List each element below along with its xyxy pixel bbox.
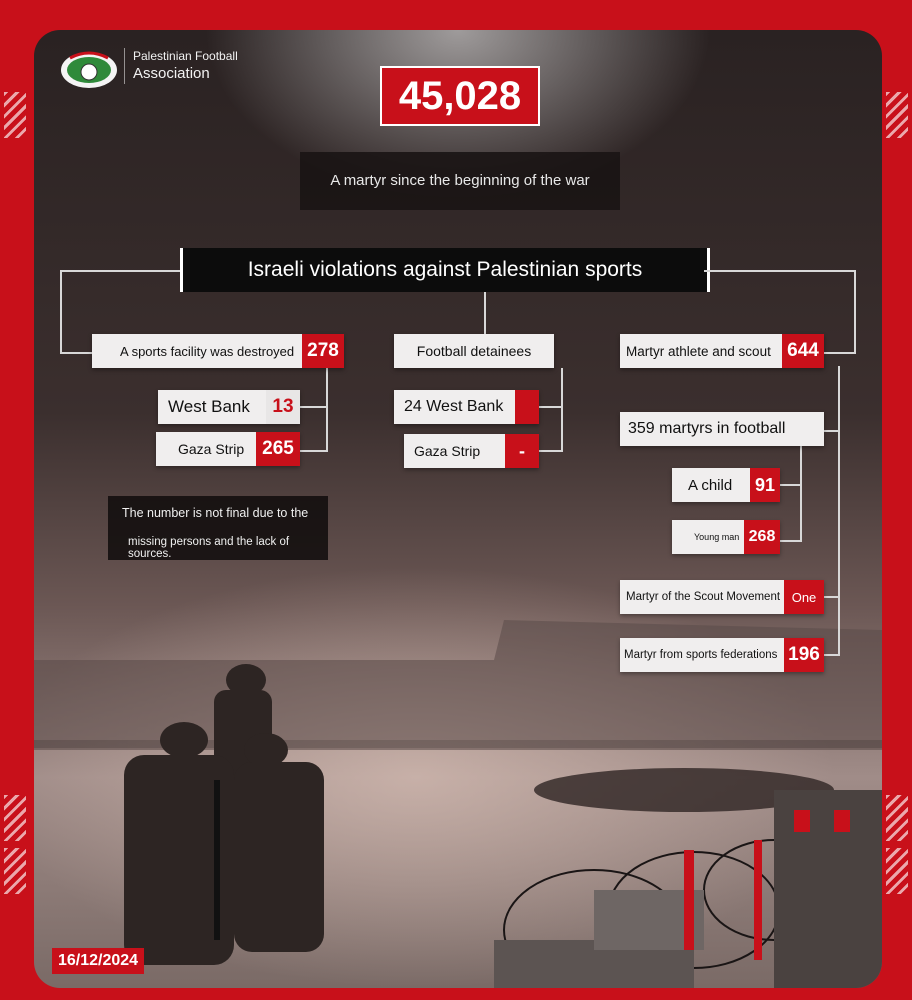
section-title: Israeli violations against Palestinian sports	[180, 248, 710, 292]
pfa-logo-icon	[58, 48, 120, 92]
connector-line	[300, 450, 328, 452]
connector-line	[780, 540, 802, 542]
facilities-label: A sports facility was destroyed	[120, 343, 295, 359]
facilities-westbank-label: West Bank	[168, 397, 250, 416]
headline-subtitle: A martyr since the beginning of the war	[300, 152, 620, 210]
connector-line	[561, 368, 563, 452]
disclaimer-note	[108, 496, 328, 560]
scout-martyrs-value: One	[784, 580, 824, 614]
connector-line	[539, 450, 563, 452]
facilities-westbank-value: 13	[266, 390, 300, 424]
connector-line	[60, 270, 180, 272]
detainees-westbank-label: 24 West Bank	[404, 398, 504, 415]
football-martyrs-label: 359 martyrs in football	[628, 420, 786, 437]
connector-line	[60, 352, 92, 354]
facilities-value: 278	[302, 334, 344, 368]
connector-line	[539, 406, 563, 408]
connector-line	[824, 596, 840, 598]
young-martyrs-label: Young man	[694, 532, 740, 542]
connector-line	[326, 366, 328, 452]
chevron-pattern-icon	[4, 92, 26, 138]
federation-martyrs-value: 196	[784, 638, 824, 672]
disclaimer-line2: missing persons and the lack of sources.	[128, 536, 290, 560]
facilities-westbank-box	[158, 390, 300, 424]
facilities-gaza-label: Gaza Strip	[178, 441, 245, 457]
headline-number: 45,028	[380, 66, 540, 126]
connector-line	[60, 270, 62, 354]
chevron-pattern-icon	[886, 848, 908, 894]
connector-line	[704, 270, 856, 272]
scout-martyrs-label: Martyr of the Scout Movement	[626, 591, 781, 603]
org-name-line2: Association	[133, 65, 210, 82]
connector-line	[800, 442, 802, 542]
left-decor-strip	[0, 0, 30, 1000]
federation-martyrs-box	[620, 638, 824, 672]
martyrs-box	[620, 334, 824, 368]
martyrs-label: Martyr athlete and scout	[626, 343, 771, 359]
disclaimer-line1: The number is not final due to the	[122, 506, 309, 520]
facilities-gaza-value: 265	[256, 432, 300, 466]
connector-line	[300, 406, 328, 408]
scout-martyrs-box	[620, 580, 824, 614]
facilities-gaza-box	[156, 432, 300, 466]
detainees-box	[394, 334, 554, 368]
chevron-pattern-icon	[4, 795, 26, 841]
connector-line	[824, 352, 856, 354]
young-martyrs-value: 268	[744, 520, 780, 554]
connector-line	[824, 654, 840, 656]
detainees-westbank-box	[394, 390, 539, 424]
detainees-label: Football detainees	[416, 343, 532, 359]
federation-martyrs-label: Martyr from sports federations	[624, 649, 778, 661]
org-name	[124, 48, 238, 84]
chevron-pattern-icon	[886, 92, 908, 138]
child-martyrs-box	[672, 468, 780, 502]
martyrs-value: 644	[782, 334, 824, 368]
connector-line	[780, 484, 802, 486]
connector-line	[824, 430, 840, 432]
football-martyrs-box	[620, 412, 824, 446]
child-martyrs-label: A child	[688, 476, 733, 494]
infographic-panel	[34, 30, 882, 988]
detainees-gaza-box	[404, 434, 539, 468]
connector-line	[484, 292, 486, 334]
chevron-pattern-icon	[886, 795, 908, 841]
young-martyrs-box	[672, 520, 780, 554]
date-badge: 16/12/2024	[52, 948, 144, 974]
facilities-box	[92, 334, 344, 368]
rubble-building	[494, 790, 882, 988]
right-decor-strip	[882, 0, 912, 1000]
child-martyrs-value: 91	[750, 468, 780, 502]
connector-line	[854, 270, 856, 354]
detainees-gaza-label: Gaza Strip	[414, 443, 481, 459]
chevron-pattern-icon	[4, 848, 26, 894]
connector-line	[838, 366, 840, 656]
detainees-gaza-value: -	[505, 434, 539, 468]
org-name-line1: Palestinian Football	[133, 49, 238, 63]
